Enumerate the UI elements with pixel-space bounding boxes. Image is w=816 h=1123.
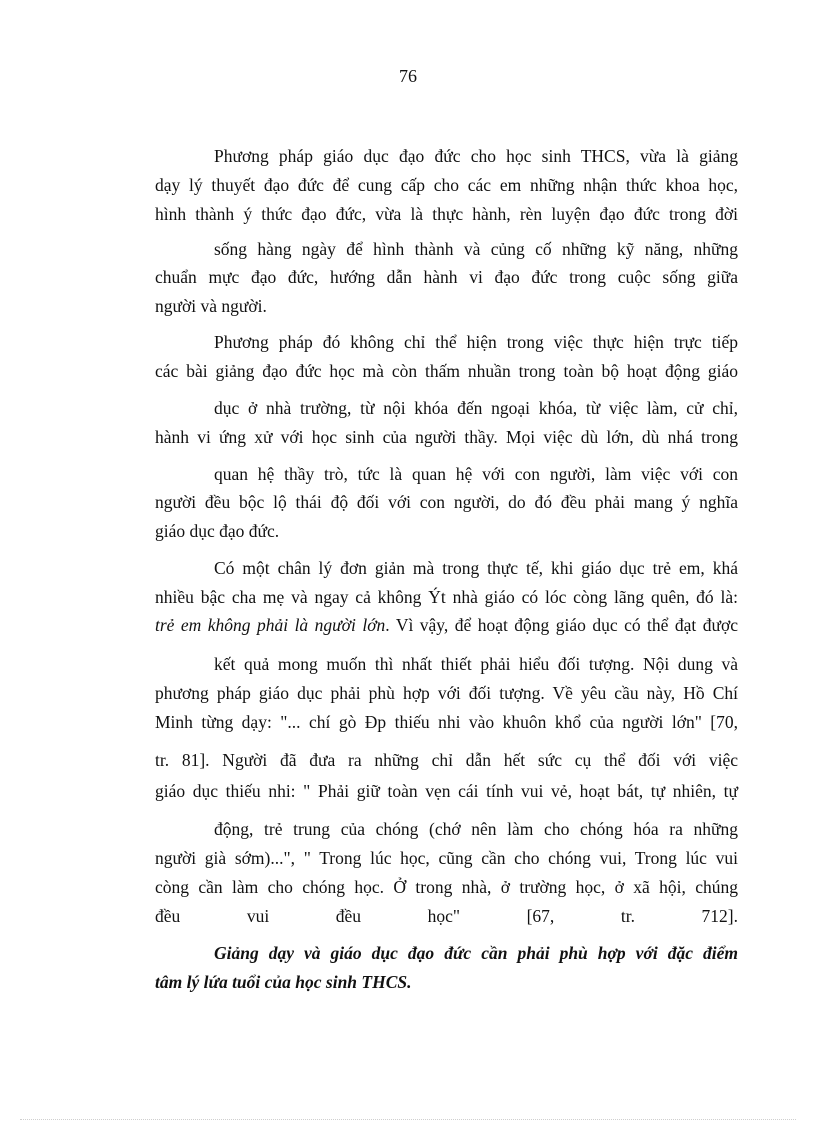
- p3-line-10: người già sớm)...", " Trong lúc học, cũng cần cho chóng vui, Trong lúc vui: [155, 848, 738, 868]
- p2-line-3: dục ở nhà trường, từ nội khóa đến ngoại khóa, từ việc làm, cử chỉ,: [214, 398, 738, 418]
- page-number: 76: [399, 66, 417, 86]
- p1-line-3: hình thành ý thức đạo đức, vừa là thực hành, rèn luyện đạo đức trong đời: [155, 204, 738, 224]
- section-heading-line-1: Giảng dạy và giáo dục đạo đức cần phải phù hợp với đặc điểm: [214, 943, 738, 963]
- section-heading-line-2: tâm lý lứa tuổi của học sinh THCS.: [155, 972, 412, 992]
- p3-line-4: kết quả mong muốn thì nhất thiết phải hiểu đối tượng. Nội dung và: [214, 654, 738, 674]
- p2-line-7: giáo dục đạo đức.: [155, 521, 280, 541]
- p3-line-2: nhiều bậc cha mẹ và ngay cả không Ýt nhà giáo có lóc còng lãng quên, đó là:: [155, 587, 738, 607]
- p3-line-5: phương pháp giáo dục phải phù hợp với đối tượng. Về yêu cầu này, Hồ Chí: [155, 683, 738, 703]
- p3-line-6: Minh từng dạy: "... chí gò Ðp thiếu nhi vào khuôn khổ của người lớn" [70,: [155, 712, 738, 732]
- p2-line-4: hành vi ứng xử với học sinh của người thầy. Mọi việc dù lớn, dù nhá trong: [155, 427, 738, 447]
- p1-line-2: dạy lý thuyết đạo đức để cung cấp cho các em những nhận thức khoa học,: [155, 175, 738, 195]
- p3-line-8: giáo dục thiếu nhi: " Phải giữ toàn vẹn cái tính vui vẻ, hoạt bát, tự nhiên, tự: [155, 781, 738, 801]
- p3-line-11: còng cần làm cho chóng học. Ở trong nhà, ở trường học, ở xã hội, chúng: [155, 877, 738, 897]
- p3-line-7: tr. 81]. Người đã đưa ra những chỉ dẫn hết sức cụ thể đối với việc: [155, 750, 738, 770]
- p2-line-6: người đều bộc lộ thái độ đối với con người, do đó đều phải mang ý nghĩa: [155, 492, 738, 512]
- p3-line-3-rest: . Vì vậy, để hoạt động giáo dục có thể đạt được: [385, 615, 738, 635]
- p2-line-5: quan hệ thầy trò, tức là quan hệ với con người, làm việc với con: [214, 464, 738, 484]
- p1-line-4: sống hàng ngày để hình thành và củng cố những kỹ năng, những: [214, 239, 738, 259]
- p3-line-9: động, trẻ trung của chóng (chớ nên làm cho chóng hóa ra những: [214, 819, 738, 839]
- p1-line-1: Phương pháp giáo dục đạo đức cho học sinh THCS, vừa là giảng: [214, 146, 738, 166]
- p3-line-3: [155, 614, 738, 636]
- p1-line-5: chuẩn mực đạo đức, hướng dẫn hành vi đạo đức trong cuộc sống giữa: [155, 267, 738, 287]
- bottom-dotted-rule: [20, 1119, 796, 1120]
- p2-line-1: Phương pháp đó không chỉ thể hiện trong việc thực hiện trực tiếp: [214, 332, 738, 352]
- p1-line-6: người và người.: [155, 296, 267, 316]
- p3-line-12: đều vui đều học" [67, tr. 712].: [155, 906, 738, 926]
- p3-line-1: Có một chân lý đơn giản mà trong thực tế, khi giáo dục trẻ em, khá: [214, 558, 738, 578]
- italic-phrase: trẻ em không phải là người lớn: [155, 615, 386, 635]
- p2-line-2: các bài giảng đạo đức học mà còn thấm nhuần trong toàn bộ hoạt động giáo: [155, 361, 738, 381]
